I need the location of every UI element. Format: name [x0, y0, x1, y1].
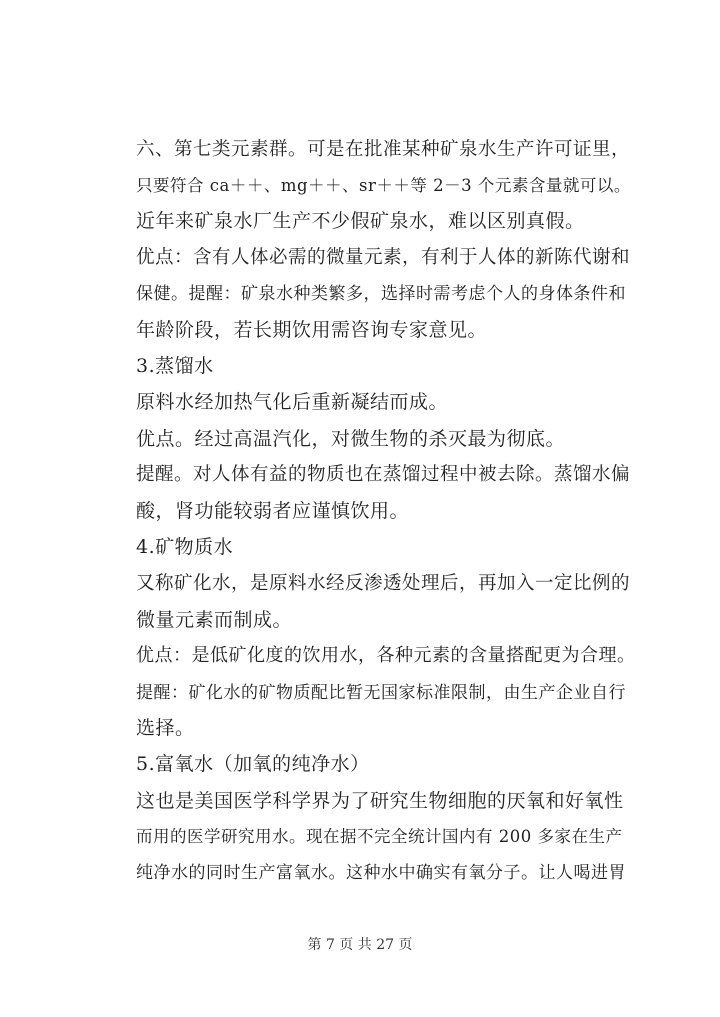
section-heading: 5.富氧水（加氧的纯净水）	[136, 753, 370, 775]
text-line: 酸，肾功能较弱者应谨慎饮用。	[136, 500, 410, 522]
section-heading: 3.蒸馏水	[136, 355, 214, 377]
section-heading: 4.矿物质水	[136, 536, 234, 558]
text-line: 优点：含有人体必需的微量元素，有利于人体的新陈代谢和	[136, 247, 631, 268]
text-line: 优点。经过高温汽化，对微生物的杀灭最为彻底。	[136, 428, 566, 450]
text-line: 而用的医学研究用水。现在据不完全统计国内有 200 多家在生产	[136, 827, 623, 846]
text-line: 这也是美国医学科学界为了研究生物细胞的厌氧和好氧性	[136, 790, 624, 812]
text-line: 六、第七类元素群。可是在批准某种矿泉水生产许可证里，	[136, 139, 631, 160]
text-line: 又称矿化水，是原料水经反渗透处理后，再加入一定比例的	[136, 573, 631, 594]
text-line: 年龄阶段，若长期饮用需咨询专家意见。	[136, 319, 488, 341]
text-line: 近年来矿泉水厂生产不少假矿泉水，难以区别真假。	[136, 210, 585, 232]
text-line: 优点：是低矿化度的饮用水，各种元素的含量搭配更为合理。	[136, 645, 636, 666]
page-footer: 第 7 页 共 27 页	[307, 937, 413, 953]
text-line: 提醒。对人体有益的物质也在蒸馏过程中被去除。蒸馏水偏	[136, 464, 631, 485]
text-line: 原料水经加热气化后重新凝结而成。	[136, 391, 449, 413]
text-line: 微量元素而制成。	[136, 609, 293, 631]
text-line: 选择。	[136, 717, 195, 739]
text-line: 提醒：矿化水的矿物质配比暂无国家标准限制，由生产企业自行	[136, 683, 626, 703]
text-line: 纯净水的同时生产富氧水。这种水中确实有氧分子。让人喝进胃	[136, 863, 626, 883]
text-line: 保健。提醒：矿泉水种类繁多，选择时需考虑个人的身体条件和	[136, 284, 626, 304]
text-line: 只要符合 ca＋＋、mg＋＋、sr＋＋等 2－3 个元素含量就可以。	[136, 176, 631, 195]
